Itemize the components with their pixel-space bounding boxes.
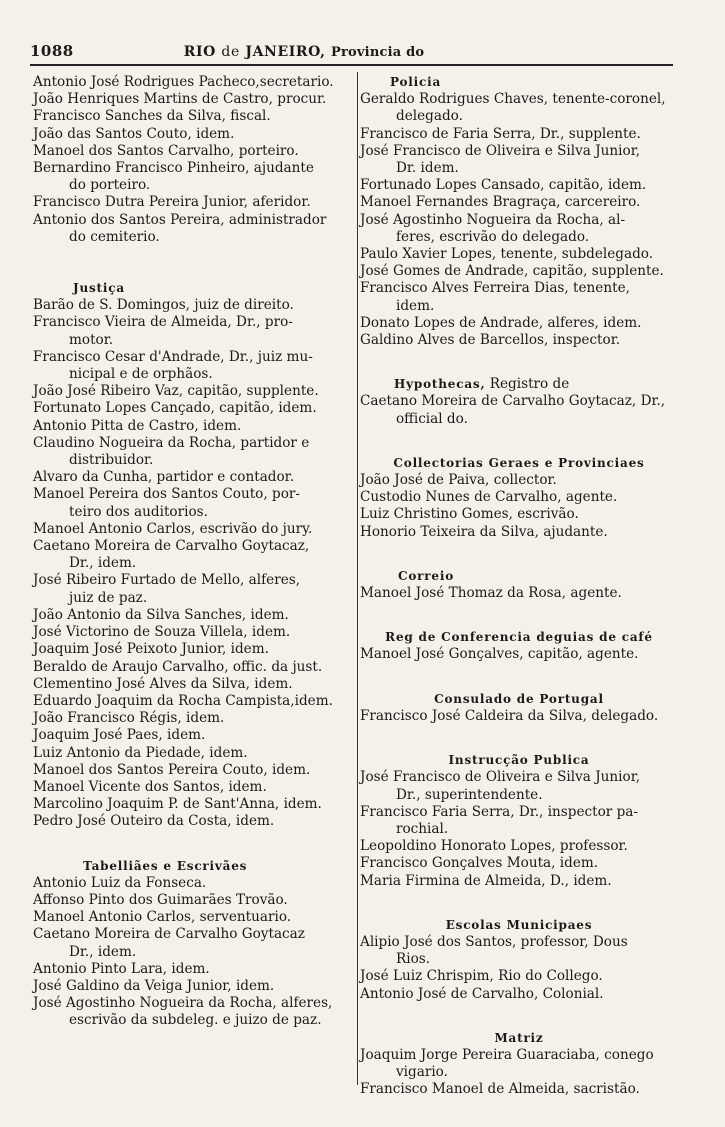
entry-line: José Agostinho Nogueira da Rocha, alferes, [33,995,333,1012]
entry-line: José Francisco de Oliveira e Silva Junior, [360,142,641,159]
entry-line: Dr. idem. [396,160,459,177]
entry-line: João José Ribeiro Vaz, capitão, supplente. [33,383,319,400]
entry-line: escrivão da subdeleg. e juizo de paz. [69,1012,322,1029]
entry-line: Marcolino Joaquim P. de Sant'Anna, idem. [33,796,322,813]
right-column [360,74,678,1099]
section-heading-matriz: Matriz [494,1030,544,1045]
entry-line: Affonso Pinto dos Guimarães Trovão. [33,891,288,908]
entry-line: Eduardo Joaquim da Rocha Campista,idem. [33,692,333,709]
section-heading-hypothecas: Hypothecas, [394,377,486,392]
entry-line: Rios. [396,951,431,968]
entry-line: juiz de paz. [69,589,148,606]
entry-line: José Francisco de Oliveira e Silva Junior, [360,769,641,786]
entry-line: José Ribeiro Furtado de Mello, alferes, [33,572,301,589]
entry-line: Francisco Dutra Pereira Junior, aferidor. [33,194,311,211]
entry-line: Dr., idem. [69,943,137,960]
entry-line: Francisco Alves Ferreira Dias, tenente, [360,280,630,297]
running-title [184,44,425,60]
entry-line: Antonio Pinto Lara, idem. [33,960,210,977]
entry-line: Caetano Moreira de Carvalho Goytacaz, Dr., [360,393,666,410]
section-heading-escolas: Escolas Municipaes [445,917,593,932]
entry-line: rochial. [396,820,449,837]
entry-line: Maria Firmina de Almeida, D., idem. [360,872,612,889]
entry-line: do cemiterio. [69,228,160,245]
running-title-rio: RIO [183,44,216,60]
entry-line: Joaquim José Paes, idem. [33,727,206,744]
entry-line: Francisco Vieira de Almeida, Dr., pro- [33,314,293,331]
entry-line: Antonio dos Santos Pereira, administrador [33,211,327,228]
entry-line: distribuidor. [69,452,154,469]
entry-line: Custodio Nunes de Carvalho, agente. [360,489,618,506]
section-subheading-hypothecas: Registro de [489,376,570,393]
header-rule [30,64,673,66]
entry-line: Luiz Christino Gomes, escrivão. [360,506,579,523]
entry-line: Bernardino Francisco Pinheiro, ajudante [33,160,314,177]
entry-line: Francisco Cesar d'Andrade, Dr., juiz mu- [33,348,313,365]
entry-line: Barão de S. Domingos, juiz de direito. [33,297,294,314]
entry-line: Donato Lopes de Andrade, alferes, idem. [360,314,642,331]
entry-line: Alvaro da Cunha, partidor e contador. [33,469,295,486]
entry-line: Fortunado Lopes Cansado, capitão, idem. [360,177,647,194]
entry-line: Alipio José dos Santos, professor, Dous [360,933,628,950]
entry-line: Manoel dos Santos Carvalho, porteiro. [33,142,299,159]
entry-line: Beraldo de Araujo Carvalho, offic. da just. [33,658,323,675]
entry-line: Manoel Vicente dos Santos, idem. [33,778,267,795]
entry-line: Francisco Sanches da Silva, fiscal. [33,108,271,125]
entry-line: José Luiz Chrispim, Rio do Collego. [360,968,603,985]
entry-line: vigario. [396,1064,448,1081]
entry-line: Galdino Alves de Barcellos, inspector. [360,332,621,349]
entry-line: nicipal e de orphãos. [69,366,213,383]
entry-line: Francisco de Faria Serra, Dr., supplente. [360,125,641,142]
entry-line: Caetano Moreira de Carvalho Goytacaz, [33,538,310,555]
section-heading-instruccao: Instrucção Publica [448,753,590,768]
section-heading-reg: Reg de Conferencia deguias de café [385,630,653,645]
entry-line: José Galdino da Veiga Junior, idem. [33,977,275,994]
entry-line: João Henriques Martins de Castro, procur. [33,91,327,108]
entry-line: Caetano Moreira de Carvalho Goytacaz [33,926,305,943]
entry-line: José Gomes de Andrade, capitão, supplente. [360,263,664,280]
entry-line: Dr., superintendente. [396,786,543,803]
entry-line: Antonio Pitta de Castro, idem. [33,417,242,434]
left-column [33,74,358,1030]
entry-line: idem. [396,297,435,314]
entry-line: Joaquim José Peixoto Junior, idem. [33,641,269,658]
section-heading-tabelliaes: Tabelliães e Escrivães [83,858,248,873]
entry-line: Antonio Luiz da Fonseca. [33,874,207,891]
entry-line: Francisco Gonçalves Mouta, idem. [360,855,599,872]
entry-line: Luiz Antonio da Piedade, idem. [33,744,248,761]
entry-line: Dr., idem. [69,555,137,572]
entry-line: Antonio José de Carvalho, Colonial. [360,985,604,1002]
entry-line: Francisco Faria Serra, Dr., inspector pa- [360,803,639,820]
entry-line: José Victorino de Souza Villela, idem. [33,624,291,641]
entry-line: Antonio José Rodrigues Pacheco,secretario. [33,74,334,90]
entry-line: Joaquim Jorge Pereira Guaraciaba, conego [360,1046,654,1063]
section-heading-collectorias: Collectorias Geraes e Provinciaes [393,455,645,470]
entry-line: Claudino Nogueira da Rocha, partidor e [33,434,310,451]
running-title-province: Provincia do [331,45,425,60]
entry-line: Manoel Antonio Carlos, serventuario. [33,909,292,926]
section-heading-consulado: Consulado de Portugal [434,691,604,706]
entry-line: João Antonio da Silva Sanches, idem. [33,606,289,623]
entry-line: motor. [69,331,114,348]
entry-line: Manoel José Gonçalves, capitão, agente. [360,646,639,663]
running-title-de: de [221,44,240,60]
entry-line: Geraldo Rodrigues Chaves, tenente-coronel, [360,91,666,108]
entry-line: Manoel Antonio Carlos, escrivão do jury. [33,520,313,537]
entry-line: João Francisco Régis, idem. [33,710,225,727]
section-heading-hypothecas-row [360,376,678,393]
entry-line: Francisco José Caldeira da Silva, delegado. [360,707,659,724]
entry-line: Manoel Fernandes Bragraça, carcereiro. [360,194,641,211]
entry-line: José Agostinho Nogueira da Rocha, al- [360,211,626,228]
entry-line: Honorio Teixeira da Silva, ajudante. [360,523,608,540]
entry-line: João José de Paiva, collector. [360,472,557,489]
section-heading-correio: Correio [398,568,454,583]
page-number: 1088 [30,42,74,60]
entry-line: Paulo Xavier Lopes, tenente, subdelegado. [360,246,654,263]
entry-line: Pedro José Outeiro da Costa, idem. [33,813,275,830]
entry-line: Manoel Pereira dos Santos Couto, por- [33,486,300,503]
section-heading-justica: Justiça [73,281,125,296]
entry-line: Francisco Manoel de Almeida, sacristão. [360,1081,640,1098]
page-header [30,42,673,66]
entry-line: Leopoldino Honorato Lopes, professor. [360,838,628,855]
entry-line: Manoel dos Santos Pereira Couto, idem. [33,761,311,778]
entry-line: teiro dos auditorios. [69,503,208,520]
entry-line: do porteiro. [69,177,151,194]
entry-line: Clementino José Alves da Silva, idem. [33,675,293,692]
entry-line: João das Santos Couto, idem. [33,125,235,142]
entry-line: Fortunato Lopes Cançado, capitão, idem. [33,400,317,417]
entry-line: Manoel José Thomaz da Rosa, agente. [360,585,622,602]
section-heading-policia: Policia [390,75,442,89]
running-title-city: JANEIRO, [245,44,326,60]
entry-line: delegado. [396,108,463,125]
entry-line: feres, escrivão do delegado. [396,228,590,245]
entry-line: official do. [396,410,468,427]
